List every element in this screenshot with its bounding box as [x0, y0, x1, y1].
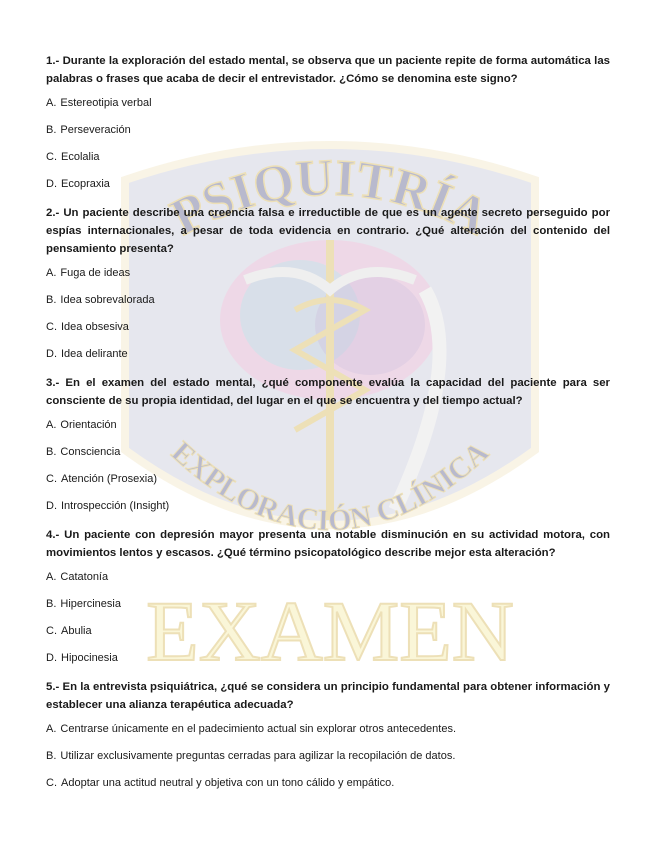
- answer-option: [46, 418, 610, 433]
- question-block: [46, 52, 610, 192]
- answer-option: [46, 472, 610, 487]
- answer-option: [46, 597, 610, 612]
- option-text: Catatonía: [60, 571, 109, 583]
- option-text: Fuga de ideas: [60, 267, 131, 279]
- option-letter: B.: [46, 750, 57, 762]
- answer-option: [46, 445, 610, 460]
- question-prompt: 2.- Un paciente describe una creencia falsa e irreductible de que es un agente secreto perseguido por espías internacionales, a pesar de toda evidencia en contrario. ¿Qué alteración del contenido del pensamiento presenta?: [46, 207, 610, 255]
- option-letter: A.: [46, 571, 57, 583]
- option-letter: A.: [46, 723, 57, 735]
- option-letter: C.: [46, 777, 57, 789]
- option-letter: C.: [46, 151, 57, 163]
- option-text: Idea sobrevalorada: [60, 294, 155, 306]
- question-block: [46, 374, 610, 514]
- option-text: Ecopraxia: [61, 178, 110, 190]
- answer-option: [46, 776, 610, 791]
- option-text: Orientación: [60, 419, 117, 431]
- option-text: Adoptar una actitud neutral y objetiva con un tono cálido y empático.: [61, 777, 395, 789]
- answer-option: [46, 266, 610, 281]
- option-letter: B.: [46, 598, 57, 610]
- watermark-bottom-text: EXAMEN: [146, 583, 514, 679]
- option-text: Atención (Prosexia): [61, 473, 157, 485]
- answer-option: [46, 722, 610, 737]
- option-text: Ecolalia: [61, 151, 100, 163]
- watermark-arc-text: EXPLORACIÓN CLÍNICA: [165, 435, 495, 538]
- answer-option: [46, 347, 610, 362]
- option-text: Centrarse únicamente en el padecimiento actual sin explorar otros antecedentes.: [60, 723, 457, 735]
- answer-option: [46, 570, 610, 585]
- answer-option: [46, 499, 610, 514]
- option-text: Idea delirante: [61, 348, 128, 360]
- option-letter: B.: [46, 124, 57, 136]
- answer-option: [46, 96, 610, 111]
- option-letter: A.: [46, 97, 57, 109]
- option-text: Utilizar exclusivamente preguntas cerradas para agilizar la recopilación de datos.: [60, 750, 456, 762]
- question-block: [46, 678, 610, 791]
- question-prompt: 5.- En la entrevista psiquiátrica, ¿qué se considera un principio fundamental para obtener información y establecer una alianza terapéutica adecuada?: [46, 681, 610, 711]
- option-text: Idea obsesiva: [61, 321, 129, 333]
- option-text: Abulia: [61, 625, 92, 637]
- question-prompt: 1.- Durante la exploración del estado mental, se observa que un paciente repite de forma automática las palabras o frases que acaba de decir el entrevistador. ¿Cómo se denomina este signo?: [46, 55, 610, 85]
- option-letter: B.: [46, 294, 57, 306]
- option-letter: C.: [46, 321, 57, 333]
- question-prompt: 4.- Un paciente con depresión mayor presenta una notable disminución en su actividad motora, con movimientos lentos y escasos. ¿Qué término psicopatológico describe mejor esta alteración?: [46, 529, 610, 559]
- question-list: [46, 52, 610, 803]
- answer-option: [46, 320, 610, 335]
- option-text: Hipercinesia: [60, 598, 121, 610]
- option-letter: C.: [46, 473, 57, 485]
- option-text: Introspección (Insight): [61, 500, 170, 512]
- answer-option: [46, 293, 610, 308]
- option-letter: D.: [46, 500, 57, 512]
- option-text: Consciencia: [60, 446, 121, 458]
- option-letter: A.: [46, 267, 57, 279]
- question-prompt: 3.- En el examen del estado mental, ¿qué componente evalúa la capacidad del paciente para ser consciente de su propia identidad, del lugar en el que se encuentra y del tiempo actual?: [46, 377, 610, 407]
- option-letter: B.: [46, 446, 57, 458]
- option-letter: C.: [46, 625, 57, 637]
- answer-option: [46, 651, 610, 666]
- option-text: Estereotipia verbal: [60, 97, 152, 109]
- option-letter: A.: [46, 419, 57, 431]
- option-letter: D.: [46, 348, 57, 360]
- option-letter: D.: [46, 178, 57, 190]
- answer-option: [46, 624, 610, 639]
- answer-option: [46, 177, 610, 192]
- answer-option: [46, 749, 610, 764]
- question-block: [46, 204, 610, 362]
- question-block: [46, 526, 610, 666]
- watermark-top-text: PSIQUITRÍA: [162, 149, 498, 247]
- answer-option: [46, 123, 610, 138]
- option-text: Perseveración: [60, 124, 131, 136]
- answer-option: [46, 150, 610, 165]
- option-letter: D.: [46, 652, 57, 664]
- option-text: Hipocinesia: [61, 652, 118, 664]
